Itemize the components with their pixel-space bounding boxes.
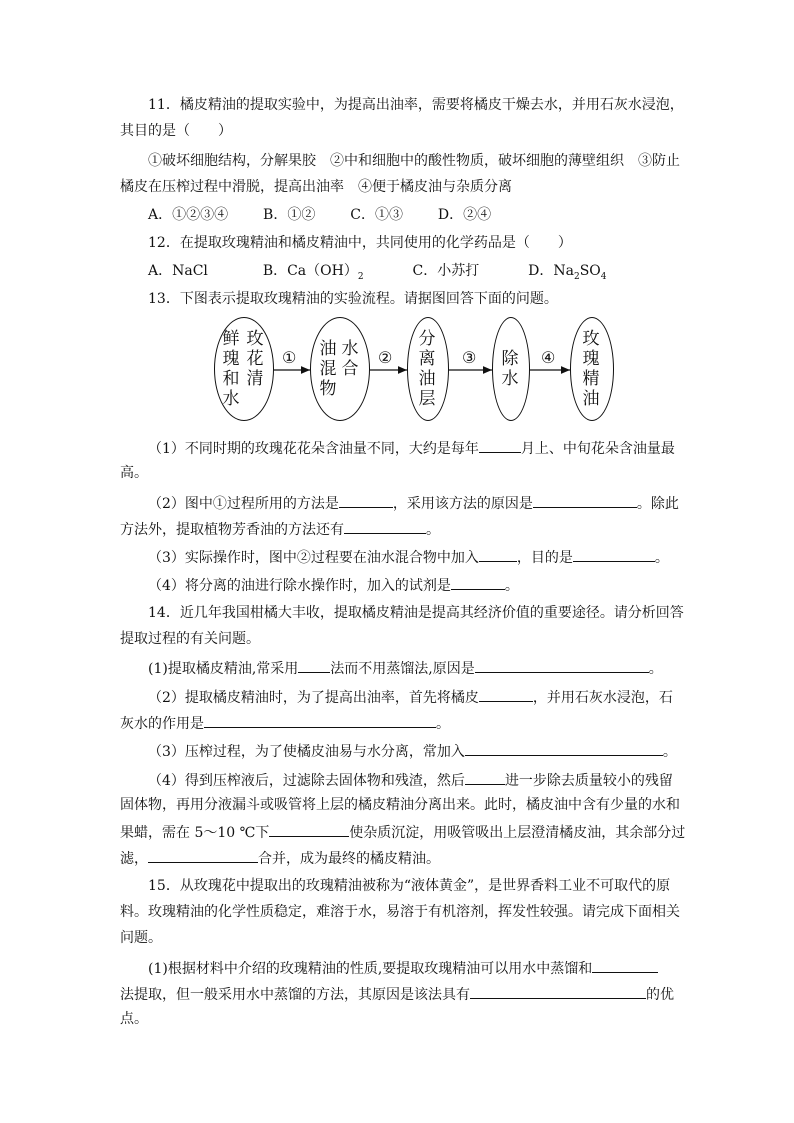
arrow-label-1: ① — [282, 348, 297, 367]
q13-stem: 13．下图表示提取玫瑰精油的实验流程。请据图回答下面的问题。 — [148, 291, 558, 307]
q14-blank-further-step[interactable] — [465, 769, 505, 785]
q13-blank-additive[interactable] — [479, 546, 517, 562]
flow-node-remove-water: 除 水 — [492, 317, 530, 421]
q13-blank-reagent[interactable] — [451, 574, 505, 590]
q13-part3-line: （3）实际操作时，图中②过程要在油水混合物中加入 ，目的是 。 — [148, 546, 669, 568]
q14-part2-line1: （2）提取橘皮精油时，为了提高出油率，首先将橘皮 ，并用石灰水浸泡，石 — [148, 686, 673, 708]
q11-choices — [148, 205, 491, 225]
q15-blank-method[interactable] — [592, 957, 658, 973]
q13-part2-line1: （2）图中①过程所用的方法是 ，采用该方法的原因是 。除此 — [148, 492, 679, 514]
q15-stem-line1: 15．从玫瑰花中提取出的玫瑰精油被称为“液体黄金”，是世界香料工业不可取代的原 — [148, 878, 671, 894]
q14-stem-line1: 14．近几年我国柑橘大丰收，提取橘皮精油是提高其经济价值的重要途径。请分析回答 — [148, 605, 684, 621]
q14-part4-line1: （4）得到压榨液后，过滤除去固体物和残渣，然后 进一步除去质量较小的残留 — [148, 769, 673, 791]
flow-node-fresh-rose-and-water: 鲜 瑰 和 水 玫 花 清 — [214, 317, 274, 421]
q15-stem-line2: 料。玫瑰精油的化学性质稳定，难溶于水，易溶于有机溶剂，挥发性较强。请完成下面相关 — [120, 904, 680, 920]
q14-blank-additive[interactable] — [465, 740, 663, 756]
q14-part4-line3: 果蜡，需在 5～10 ℃下 使杂质沉淀，用吸管吸出上层澄清橘皮油，其余部分过 — [120, 821, 685, 843]
q15-part1-line2: 法提取，但一般采用水中蒸馏的方法，其原因是该法具有 的优 — [120, 983, 674, 1005]
q13-blank-purpose[interactable] — [573, 546, 655, 562]
q12-stem: 12．在提取玫瑰精油和橘皮精油中，共同使用的化学药品是（ ） — [148, 235, 572, 251]
q13-blank-reason[interactable] — [533, 492, 637, 508]
q12-choice-c[interactable]: C．小苏打 — [412, 263, 480, 279]
q14-part4-line4: 滤， 合并，成为最终的橘皮精油。 — [120, 847, 440, 869]
q14-part1-line: (1)提取橘皮精油,常采用 法而不用蒸馏法,原因是 。 — [148, 657, 663, 679]
q14-blank-reason[interactable] — [475, 657, 649, 673]
q13-blank-other-methods[interactable] — [344, 518, 426, 534]
q14-part2-line2: 灰水的作用是 。 — [120, 712, 450, 734]
arrow-label-4: ④ — [541, 348, 556, 367]
q11-choice-b[interactable]: B．①② — [263, 207, 316, 223]
q13-blank-month[interactable] — [479, 437, 521, 453]
q12-choice-d[interactable]: D．$Na_2SO_4$ — [528, 263, 607, 282]
arrow-label-3: ③ — [462, 348, 477, 367]
q14-blank-peel-treatment[interactable] — [479, 686, 533, 702]
q14-blank-limewater-role[interactable] — [204, 712, 436, 728]
q14-part3-line: （3）压榨过程，为了使橘皮油易与水分离，常加入 。 — [148, 740, 677, 762]
q13-part4-line: （4）将分离的油进行除水操作时，加入的试剂是 。 — [148, 574, 519, 596]
rose-oil-flow-diagram — [214, 313, 614, 425]
q15-part1-line3: 点。 — [120, 1011, 148, 1027]
q14-blank-combine[interactable] — [148, 847, 258, 863]
q11-stem-line2: 其目的是（ ） — [120, 123, 232, 139]
q14-part4-line2: 固体物，再用分液漏斗或吸管将上层的橘皮精油分离出来。此时，橘皮油中含有少量的水和 — [120, 797, 680, 813]
q13-part1-line1: （1）不同时期的玫瑰花花朵含油量不同，大约是每年 月上、中旬花朵含油量最 — [148, 437, 675, 459]
q11-options-line2: 橘皮在压榨过程中滑脱，提高出油率 ④便于橘皮油与杂质分离 — [120, 179, 512, 195]
q14-stem-line2: 提取过程的有关问题。 — [120, 631, 260, 647]
q11-choice-c[interactable]: C．①③ — [350, 207, 403, 223]
q15-stem-line3: 问题。 — [120, 930, 162, 946]
q12-choices — [148, 261, 607, 287]
arrow-label-2: ② — [378, 348, 393, 367]
q13-part1-line2: 高。 — [120, 465, 148, 481]
q14-blank-method[interactable] — [298, 657, 330, 673]
q13-part2-line2: 方法外，提取植物芳香油的方法还有 。 — [120, 518, 440, 540]
q12-choice-b[interactable]: B．$Ca(OH)_2$ — [262, 263, 364, 282]
flow-arrows — [214, 313, 614, 425]
q11-choice-a[interactable]: A．①②③④ — [148, 207, 229, 223]
q11-options-line1: ①破坏细胞结构，分解果胶 ②中和细胞中的酸性物质，破坏细胞的薄壁组织 ③防止 — [148, 153, 680, 169]
q15-part1-line1: (1)根据材料中介绍的玫瑰精油的性质,要提取玫瑰精油可以用水中蒸馏和 — [148, 957, 658, 979]
q13-blank-method[interactable] — [339, 492, 393, 508]
flow-node-oil-water-mixture: 油 混 物 水 合 — [310, 317, 370, 421]
q15-blank-advantage[interactable] — [470, 983, 646, 999]
q11-choice-d[interactable]: D．②④ — [437, 207, 492, 223]
q12-choice-a[interactable]: A．NaCl — [148, 263, 208, 279]
q14-blank-standing[interactable] — [269, 821, 349, 837]
flow-node-separate-oil-layer: 分 离 油 层 — [407, 317, 449, 421]
q11-stem-line1: 11．橘皮精油的提取实验中，为提高出油率，需要将橘皮干燥去水，并用石灰水浸泡， — [148, 97, 684, 113]
flow-node-rose-essential-oil: 玫 瑰 精 油 — [570, 317, 614, 421]
